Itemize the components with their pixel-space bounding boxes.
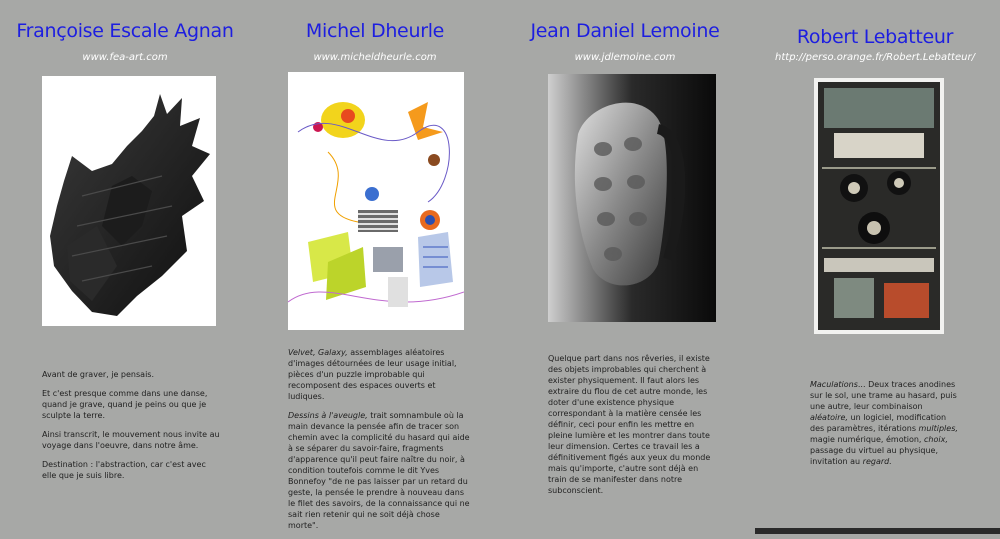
artwork-black-sculpture [42, 76, 216, 326]
artist-column-escale-agnan [0, 0, 250, 534]
artist-column-lemoine [500, 0, 750, 534]
artist-website-link[interactable]: www.jdlemoine.com [574, 52, 676, 63]
statement-paragraph: Et c'est presque comme dans une danse, quand je grave, quand je peins ou que je sculpte la terre. [42, 389, 208, 420]
bottom-edge-strip [755, 528, 1000, 534]
artist-statement [42, 369, 222, 489]
statement-text: passage du virtuel au physique, invitation au [810, 446, 938, 466]
artist-name: Michel Dheurle [305, 20, 445, 42]
statement-emphasis: Velvet, Galaxy, [288, 348, 348, 357]
statement-emphasis: aléatoire, [810, 413, 848, 422]
statement-text: trait somnambule où la main devance la pensée afin de tracer son chemin avec la complicité du hasard qui aide à se séparer du savoir-faire, fragments d'apparence qu'il peut faire naître du noir, à condition toutefois comme le dit Yves Bonnefoy "de ne pas laisser par un retard du geste, la pensée le prendre à nouveau dans le filet des savoirs, de la connaissance qui ne sait rien retenir qui ne soit déjà chose morte". [288, 411, 470, 530]
statement-paragraph [810, 379, 960, 467]
artwork-metallic-object [548, 74, 716, 322]
statement-paragraph: Quelque part dans nos rêveries, il existe des objets improbables qui cherchent à exister physiquement. Il faut alors les extraire du flou de cet autre monde, les doter d'une existence physique correspondant à la matière censée les définir, ceci pour enfin les mettre en pleine lumière et les montrer dans toute leur dimension. Certes ce travail les a définitivement figés aux yeux du monde mais qu'importe, c'autre sont déjà en train de se manifester dans notre subconscient. [548, 354, 711, 495]
artwork-colorful-collage [288, 72, 464, 330]
statement-paragraph [288, 347, 470, 402]
artist-name: Jean Daniel Lemoine [530, 20, 720, 42]
artist-column-dheurle [250, 0, 500, 534]
statement-emphasis: Maculations [810, 380, 858, 389]
artist-statement [810, 379, 960, 475]
statement-emphasis: Dessins à l'aveugle, [288, 411, 368, 420]
artist-statement [548, 353, 712, 504]
statement-paragraph: Ainsi transcrit, le mouvement nous invite au voyage dans l'oeuvre, dans notre âme. [42, 430, 220, 450]
statement-paragraph: Destination : l'abstraction, car c'est avec elle que je suis libre. [42, 460, 206, 480]
statement-emphasis: regard. [862, 457, 892, 466]
statement-text: magie numérique, émotion, [810, 435, 925, 444]
statement-text: assemblages aléatoires d'images détournées de leur usage initial, pièces d'un puzzle improbable qui recomposent des espaces ouverts et ludiques. [288, 348, 457, 401]
statement-text: un logiciel, modification des paramètres, itérations [810, 413, 947, 433]
artist-statement [288, 347, 470, 539]
artist-name: Françoise Escale Agnan [16, 20, 234, 42]
artist-name: Robert Lebatteur [796, 26, 954, 48]
artist-website-link[interactable]: www.fea-art.com [82, 52, 168, 63]
statement-emphasis: choix, [924, 435, 948, 444]
statement-paragraph [288, 410, 470, 531]
statement-emphasis: multiples, [918, 424, 958, 433]
statement-paragraph: Avant de graver, je pensais. [42, 370, 154, 379]
artist-column-lebatteur [750, 0, 1000, 534]
artist-website-link[interactable]: www.micheldheurle.com [313, 52, 437, 63]
statement-text: ... Deux traces anodines sur le sol, une trame au hasard, puis une autre, leur combinaison [810, 380, 957, 411]
artist-website-link[interactable]: http://perso.orange.fr/Robert.Lebatteur/ [775, 52, 975, 63]
artwork-abstract-print [814, 78, 944, 334]
